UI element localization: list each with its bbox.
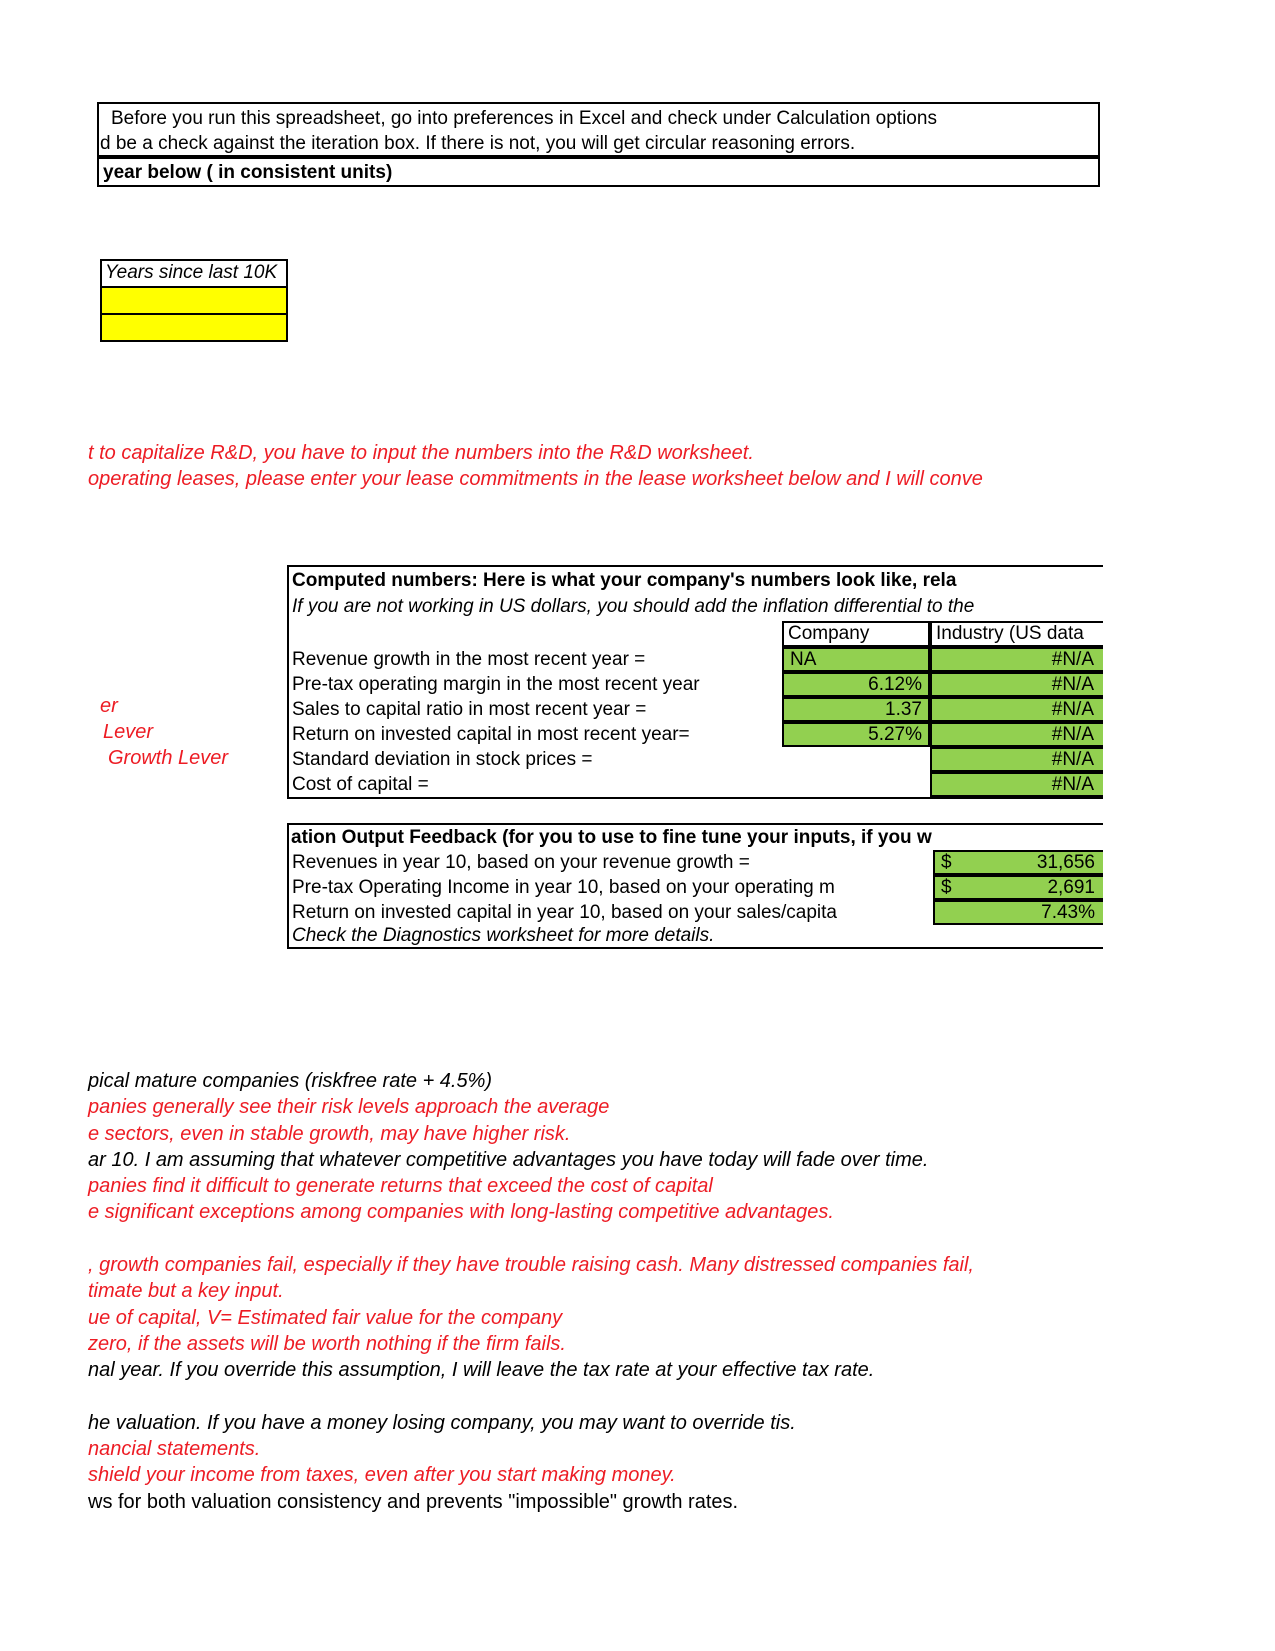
cell-value: 7.43%	[1041, 902, 1095, 923]
revenues-year10-cell[interactable]	[933, 850, 1103, 875]
company-value-cell[interactable]: 1.37	[782, 697, 930, 722]
note-line: , growth companies fail, especially if they have trouble raising cash. Many distressed companies fail,	[88, 1254, 974, 1277]
table-row	[289, 697, 1103, 722]
note-line	[88, 1384, 1268, 1410]
column-header-industry: Industry (US data	[930, 621, 1103, 647]
rd-instruction-line: t to capitalize R&D, you have to input the numbers into the R&D worksheet.	[88, 442, 754, 464]
row-label-revenue-growth: Revenue growth in the most recent year =	[292, 649, 646, 670]
industry-value-cell[interactable]: #N/A	[930, 747, 1103, 772]
units-header-box	[97, 157, 1100, 187]
note-line: shield your income from taxes, even after you start making money.	[88, 1464, 676, 1487]
lever-label-1: er	[100, 695, 118, 717]
warning-box	[97, 102, 1100, 157]
note-line: e sectors, even in stable growth, may have higher risk.	[88, 1122, 571, 1145]
units-header-text: year below ( in consistent units)	[103, 162, 393, 183]
note-line: nal year. If you override this assumption, I will leave the tax rate at your effective tax rate.	[88, 1359, 875, 1382]
table-row	[289, 647, 1103, 672]
operating-income-year10-cell[interactable]	[933, 875, 1103, 900]
industry-value-cell[interactable]: #N/A	[930, 772, 1103, 797]
note-line: ws for both valuation consistency and prevents "impossible" growth rates.	[88, 1490, 739, 1513]
currency-symbol: $	[941, 877, 952, 898]
table-row	[289, 747, 1103, 772]
industry-value-cell[interactable]: #N/A	[930, 672, 1103, 697]
note-line: panies generally see their risk levels approach the average	[88, 1096, 610, 1119]
row-label-roic: Return on invested capital in most recent year=	[292, 724, 690, 745]
table-row	[289, 722, 1103, 747]
lever-label-growth: Growth Lever	[108, 747, 229, 769]
cell-value: 31,656	[1036, 852, 1095, 873]
valuation-output-feedback-box	[287, 823, 1103, 949]
roic-year10-cell[interactable]	[933, 900, 1103, 925]
note-line: he valuation. If you have a money losing company, you may want to override tis.	[88, 1411, 796, 1434]
company-value-cell[interactable]: 6.12%	[782, 672, 930, 697]
industry-value-cell[interactable]: #N/A	[930, 697, 1103, 722]
currency-symbol: $	[941, 852, 952, 873]
years-input-cell-1[interactable]	[102, 286, 286, 313]
note-line: ue of capital, V= Estimated fair value for the company	[88, 1306, 563, 1329]
industry-value-cell[interactable]: #N/A	[930, 647, 1103, 672]
note-line: e significant exceptions among companies with long-lasting competitive advantages.	[88, 1201, 834, 1224]
note-line: timate but a key input.	[88, 1280, 284, 1303]
computed-numbers-box	[287, 565, 1103, 799]
computed-numbers-title: Computed numbers: Here is what your company's numbers look like, rela	[292, 570, 957, 591]
years-since-10k-block	[100, 259, 288, 342]
years-input-cell-2[interactable]	[102, 313, 286, 340]
row-label-cost-of-capital: Cost of capital =	[292, 774, 429, 795]
footnotes-block	[88, 1068, 1268, 1515]
row-label-sales-to-capital: Sales to capital ratio in most recent year =	[292, 699, 647, 720]
computed-numbers-subtitle: If you are not working in US dollars, you should add the inflation differential to the	[292, 596, 975, 617]
company-value-cell[interactable]: 5.27%	[782, 722, 930, 747]
diagnostics-footnote: Check the Diagnostics worksheet for more details.	[292, 925, 715, 946]
note-line: zero, if the assets will be worth nothing if the firm fails.	[88, 1332, 566, 1355]
row-label-operating-margin: Pre-tax operating margin in the most recent year	[292, 674, 700, 695]
feedback-title: ation Output Feedback (for you to use to fine tune your inputs, if you w	[291, 827, 932, 848]
row-label-operating-income-year10: Pre-tax Operating Income in year 10, based on your operating m	[292, 877, 835, 898]
table-row	[289, 900, 1103, 925]
table-row	[289, 772, 1103, 797]
table-row	[289, 850, 1103, 875]
note-line	[88, 1226, 1268, 1252]
years-since-10k-label: Years since last 10K	[102, 261, 286, 286]
note-line: panies find it difficult to generate returns that exceed the cost of capital	[88, 1175, 713, 1198]
cell-value: 2,691	[1047, 877, 1095, 898]
table-row	[289, 875, 1103, 900]
warning-line-1: Before you run this spreadsheet, go into preferences in Excel and check under Calculation options	[111, 108, 937, 129]
note-line: ar 10. I am assuming that whatever competitive advantages you have today will fade over time.	[88, 1148, 929, 1171]
table-row	[289, 672, 1103, 697]
lever-label-2: Lever	[103, 721, 154, 743]
row-label-roic-year10: Return on invested capital in year 10, based on your sales/capita	[292, 902, 837, 923]
row-label-std-dev: Standard deviation in stock prices =	[292, 749, 593, 770]
lease-instruction-line: operating leases, please enter your lease commitments in the lease worksheet below and I will conve	[88, 468, 983, 490]
company-value-cell[interactable]: NA	[782, 647, 930, 672]
warning-line-2: d be a check against the iteration box. If there is not, you will get circular reasoning errors.	[100, 133, 856, 154]
column-header-company: Company	[782, 621, 930, 647]
note-line: nancial statements.	[88, 1438, 261, 1461]
row-label-revenues-year10: Revenues in year 10, based on your revenue growth =	[292, 852, 750, 873]
note-line: pical mature companies (riskfree rate + 4.5%)	[88, 1070, 493, 1092]
industry-value-cell[interactable]: #N/A	[930, 722, 1103, 747]
